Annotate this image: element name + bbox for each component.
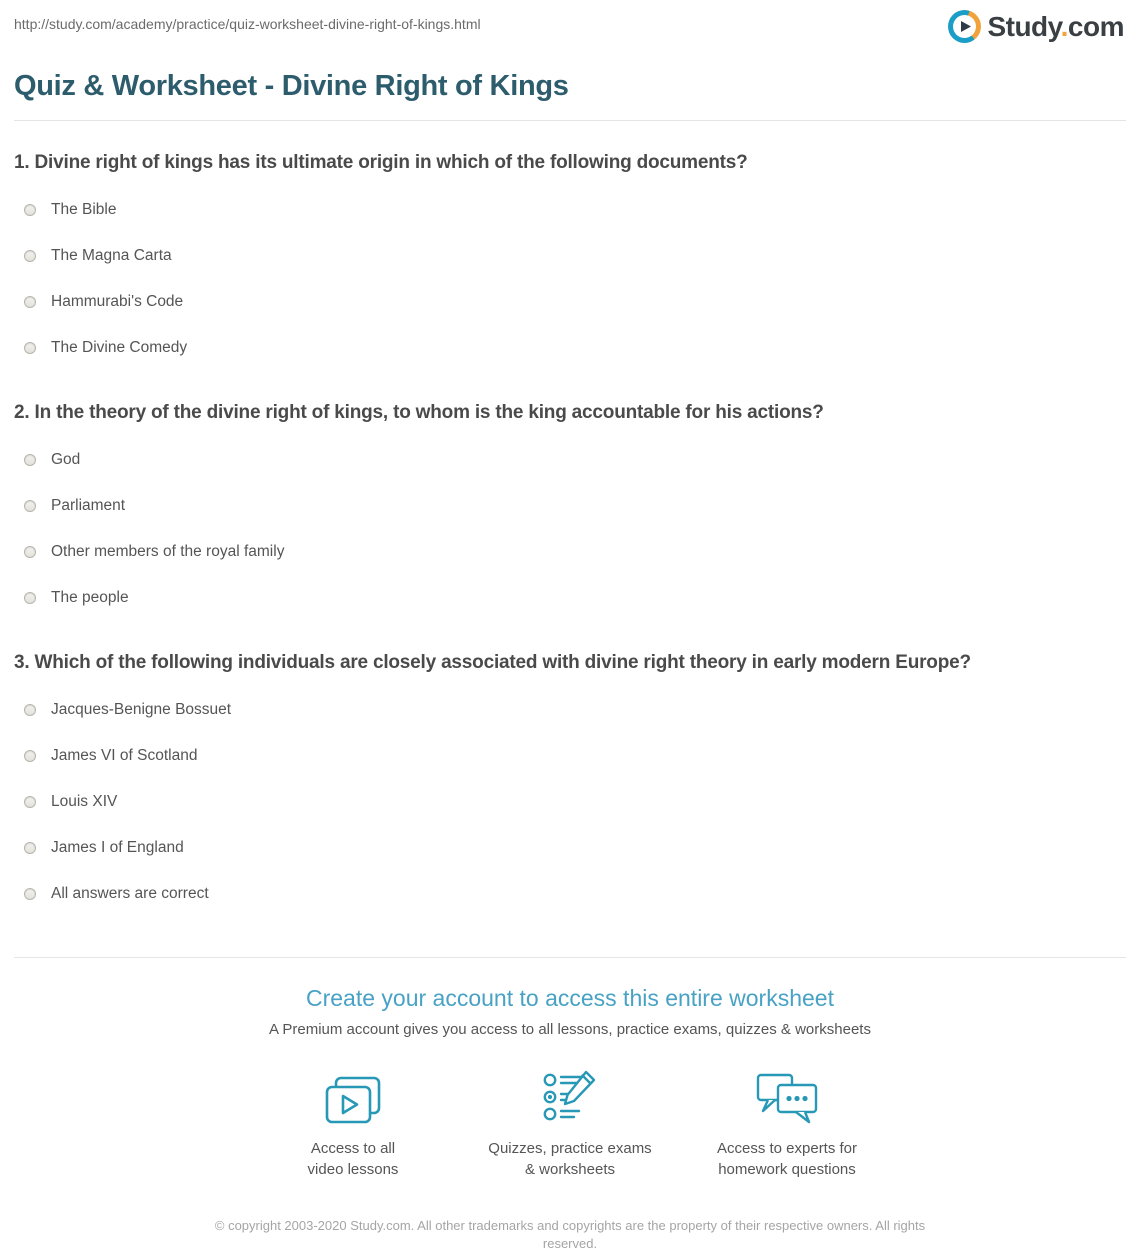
option-label[interactable]: God bbox=[51, 451, 81, 468]
experts-chat-icon bbox=[755, 1070, 819, 1126]
cta-section bbox=[0, 985, 1140, 1180]
option-label[interactable]: Jacques-Benigne Bossuet bbox=[51, 701, 232, 718]
feature-video-lessons bbox=[245, 1070, 462, 1180]
option-label[interactable]: The Magna Carta bbox=[51, 247, 172, 264]
option-label[interactable]: Louis XIV bbox=[51, 793, 118, 810]
video-lessons-icon bbox=[324, 1070, 382, 1126]
cta-divider bbox=[14, 957, 1126, 958]
radio-button[interactable] bbox=[24, 888, 36, 900]
question-1 bbox=[14, 152, 1126, 371]
copyright-text: © copyright 2003-2020 Study.com. All other trademarks and copyrights are the property of their respective owners. All rights reserved. bbox=[214, 1218, 926, 1251]
option-row[interactable] bbox=[14, 325, 1126, 371]
logo-text: Study.com bbox=[987, 11, 1124, 42]
option-row[interactable] bbox=[14, 483, 1126, 529]
option-row[interactable] bbox=[14, 825, 1126, 871]
radio-button[interactable] bbox=[24, 204, 36, 216]
option-label[interactable]: Hammurabi's Code bbox=[51, 293, 184, 310]
radio-button[interactable] bbox=[24, 750, 36, 762]
radio-button[interactable] bbox=[24, 704, 36, 716]
option-row[interactable] bbox=[14, 187, 1126, 233]
option-label[interactable]: The Bible bbox=[51, 201, 117, 218]
features-row bbox=[0, 1070, 1140, 1180]
option-row[interactable] bbox=[14, 233, 1126, 279]
feature-label: Quizzes, practice exams & worksheets bbox=[488, 1140, 652, 1178]
option-label[interactable]: Parliament bbox=[51, 497, 126, 514]
radio-button[interactable] bbox=[24, 250, 36, 262]
feature-expert-help bbox=[679, 1070, 896, 1180]
option-row[interactable] bbox=[14, 575, 1126, 621]
radio-button[interactable] bbox=[24, 546, 36, 558]
option-row[interactable] bbox=[14, 279, 1126, 325]
option-label[interactable]: James VI of Scotland bbox=[51, 747, 198, 764]
page-title: Quiz & Worksheet - Divine Right of Kings bbox=[14, 70, 569, 102]
question-heading: 2. In the theory of the divine right of kings, to whom is the king accountable for his actions? bbox=[14, 402, 824, 423]
feature-quizzes-worksheets bbox=[462, 1070, 679, 1180]
feature-label: Access to experts for homework questions bbox=[716, 1140, 858, 1178]
page-header bbox=[0, 0, 1140, 43]
radio-button[interactable] bbox=[24, 842, 36, 854]
option-row[interactable] bbox=[14, 733, 1126, 779]
page-url: http://study.com/academy/practice/quiz-worksheet-divine-right-of-kings.html bbox=[14, 16, 481, 32]
radio-button[interactable] bbox=[24, 796, 36, 808]
quizzes-worksheets-icon bbox=[541, 1070, 599, 1126]
option-row[interactable] bbox=[14, 437, 1126, 483]
option-row[interactable] bbox=[14, 529, 1126, 575]
radio-button[interactable] bbox=[24, 454, 36, 466]
title-divider bbox=[14, 120, 1126, 121]
option-label[interactable]: James I of England bbox=[51, 839, 184, 856]
feature-label: Access to all video lessons bbox=[307, 1140, 399, 1178]
cta-subheading: A Premium account gives you access to all lessons, practice exams, quizzes & worksheets bbox=[269, 1021, 871, 1038]
option-label[interactable]: The Divine Comedy bbox=[51, 339, 188, 356]
question-heading: 1. Divine right of kings has its ultimate origin in which of the following documents? bbox=[14, 152, 748, 173]
option-label[interactable]: Other members of the royal family bbox=[51, 543, 285, 560]
logo-play-icon bbox=[948, 10, 981, 43]
question-3 bbox=[14, 652, 1126, 917]
quiz-section bbox=[0, 152, 1140, 917]
question-2 bbox=[14, 402, 1126, 621]
radio-button[interactable] bbox=[24, 592, 36, 604]
radio-button[interactable] bbox=[24, 500, 36, 512]
cta-heading: Create your account to access this entire worksheet bbox=[306, 985, 834, 1011]
question-heading: 3. Which of the following individuals are closely associated with divine right theory in early modern Europe? bbox=[14, 652, 971, 673]
option-label[interactable]: The people bbox=[51, 589, 129, 606]
option-label[interactable]: All answers are correct bbox=[51, 885, 209, 902]
option-row[interactable] bbox=[14, 779, 1126, 825]
studycom-logo[interactable] bbox=[948, 10, 1124, 43]
option-row[interactable] bbox=[14, 871, 1126, 917]
radio-button[interactable] bbox=[24, 296, 36, 308]
option-row[interactable] bbox=[14, 687, 1126, 733]
radio-button[interactable] bbox=[24, 342, 36, 354]
